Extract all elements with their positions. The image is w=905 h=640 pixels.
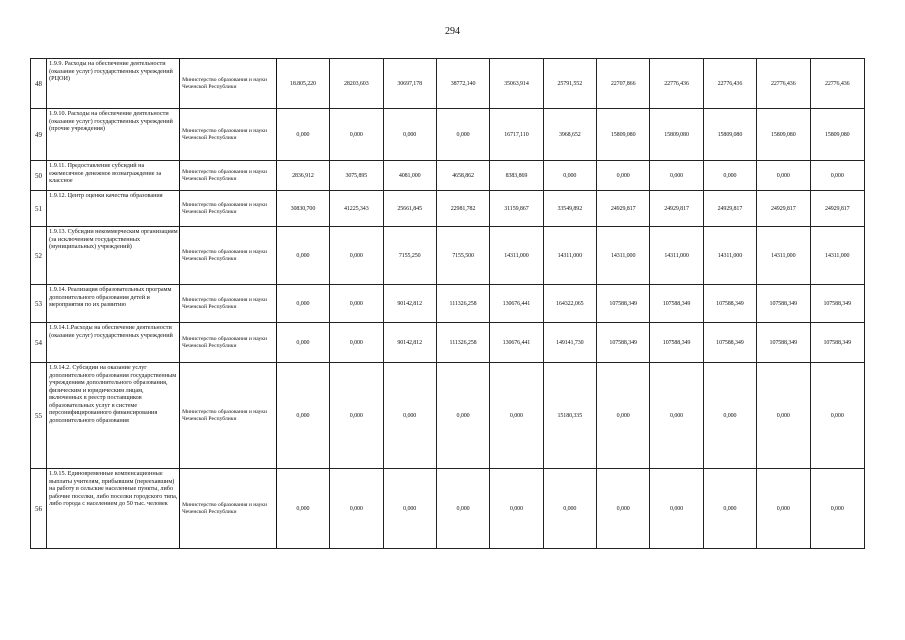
amount-cell: 4081,000 — [383, 161, 436, 191]
amount-cell: 107588,349 — [597, 323, 650, 363]
amount-cell: 90142,812 — [383, 285, 436, 323]
amount-cell: 3075,895 — [330, 161, 383, 191]
table-row — [31, 323, 865, 363]
amount-cell: 0,000 — [276, 363, 329, 469]
amount-cell: 22776,436 — [810, 59, 865, 109]
amount-cell: 107588,349 — [810, 285, 865, 323]
amount-cell: 30830,700 — [276, 191, 329, 227]
amount-cell: 111326,258 — [436, 285, 489, 323]
amount-cell: 0,000 — [383, 469, 436, 549]
amount-cell: 7155,250 — [383, 227, 436, 285]
amount-cell: 0,000 — [330, 109, 383, 161]
amount-cell: 22776,436 — [650, 59, 703, 109]
amount-cell: 2836,912 — [276, 161, 329, 191]
amount-cell: 7155,500 — [436, 227, 489, 285]
measure-name: 1.9.11. Предоставление субсидий на ежемесячное денежное вознаграждение за классное — [47, 161, 180, 191]
amount-cell: 41225,343 — [330, 191, 383, 227]
amount-cell: 0,000 — [276, 323, 329, 363]
amount-cell: 14311,000 — [650, 227, 703, 285]
amount-cell: 149141,730 — [543, 323, 596, 363]
table-row — [31, 285, 865, 323]
amount-cell: 107588,349 — [650, 285, 703, 323]
table-row — [31, 161, 865, 191]
executor: Министерство образования и науки Чеченской Республики — [180, 109, 277, 161]
amount-cell: 0,000 — [330, 285, 383, 323]
amount-cell: 0,000 — [650, 161, 703, 191]
amount-cell: 25791,552 — [543, 59, 596, 109]
amount-cell: 0,000 — [276, 285, 329, 323]
amount-cell: 164322,065 — [543, 285, 596, 323]
amount-cell: 0,000 — [650, 363, 703, 469]
amount-cell: 0,000 — [330, 323, 383, 363]
amount-cell: 0,000 — [330, 363, 383, 469]
executor: Министерство образования и науки Чеченской Республики — [180, 161, 277, 191]
table-row — [31, 469, 865, 549]
amount-cell: 0,000 — [436, 469, 489, 549]
row-number: 51 — [31, 191, 47, 227]
amount-cell: 38772,140 — [436, 59, 489, 109]
executor: Министерство образования и науки Чеченской Республики — [180, 285, 277, 323]
row-number: 48 — [31, 59, 47, 109]
amount-cell: 0,000 — [543, 161, 596, 191]
amount-cell: 0,000 — [703, 363, 756, 469]
amount-cell: 24929,817 — [650, 191, 703, 227]
row-number: 53 — [31, 285, 47, 323]
amount-cell: 22776,436 — [703, 59, 756, 109]
row-number: 54 — [31, 323, 47, 363]
measure-name: 1.9.14.1.Расходы на обеспечение деятельности (оказание услуг) государственных учреждений — [47, 323, 180, 363]
amount-cell: 14311,000 — [597, 227, 650, 285]
amount-cell: 0,000 — [650, 469, 703, 549]
amount-cell: 18.805,220 — [276, 59, 329, 109]
amount-cell: 14311,000 — [703, 227, 756, 285]
executor: Министерство образования и науки Чеченской Республики — [180, 469, 277, 549]
table-row — [31, 59, 865, 109]
amount-cell: 0,000 — [330, 227, 383, 285]
executor: Министерство образования и науки Чеченской Республики — [180, 323, 277, 363]
amount-cell: 107588,349 — [810, 323, 865, 363]
amount-cell: 14311,000 — [543, 227, 596, 285]
amount-cell: 0,000 — [276, 227, 329, 285]
table-row — [31, 227, 865, 285]
amount-cell: 107588,349 — [597, 285, 650, 323]
amount-cell: 0,000 — [330, 469, 383, 549]
amount-cell: 0,000 — [757, 161, 810, 191]
amount-cell: 15809,080 — [810, 109, 865, 161]
amount-cell: 111326,258 — [436, 323, 489, 363]
amount-cell: 35063,914 — [490, 59, 543, 109]
amount-cell: 0,000 — [810, 363, 865, 469]
amount-cell: 14311,000 — [490, 227, 543, 285]
amount-cell: 107588,349 — [703, 323, 756, 363]
amount-cell: 107588,349 — [757, 285, 810, 323]
amount-cell: 24929,817 — [810, 191, 865, 227]
amount-cell: 15809,080 — [597, 109, 650, 161]
amount-cell: 0,000 — [810, 161, 865, 191]
amount-cell: 0,000 — [703, 469, 756, 549]
amount-cell: 0,000 — [490, 363, 543, 469]
amount-cell: 0,000 — [383, 363, 436, 469]
row-number: 55 — [31, 363, 47, 469]
amount-cell: 28203,603 — [330, 59, 383, 109]
amount-cell: 24929,817 — [597, 191, 650, 227]
amount-cell: 25661,845 — [383, 191, 436, 227]
measure-name: 1.9.10. Расходы на обеспечение деятельности (оказание услуг) государственных учреждений (прочие учреждения) — [47, 109, 180, 161]
amount-cell: 15809,080 — [757, 109, 810, 161]
amount-cell: 0,000 — [276, 109, 329, 161]
page-number: 294 — [445, 26, 460, 37]
executor: Министерство образования и науки Чеченской Республики — [180, 363, 277, 469]
amount-cell: 22707,866 — [597, 59, 650, 109]
amount-cell: 15180,335 — [543, 363, 596, 469]
amount-cell: 0,000 — [597, 161, 650, 191]
amount-cell: 0,000 — [436, 109, 489, 161]
amount-cell: 90142,812 — [383, 323, 436, 363]
amount-cell: 130676,441 — [490, 323, 543, 363]
amount-cell: 15809,080 — [703, 109, 756, 161]
amount-cell: 8383,869 — [490, 161, 543, 191]
amount-cell: 0,000 — [490, 469, 543, 549]
budget-table — [30, 58, 865, 549]
row-number: 52 — [31, 227, 47, 285]
amount-cell: 0,000 — [597, 363, 650, 469]
amount-cell: 24929,817 — [703, 191, 756, 227]
amount-cell: 0,000 — [810, 469, 865, 549]
executor: Министерство образования и науки Чеченской Республики — [180, 227, 277, 285]
amount-cell: 22981,782 — [436, 191, 489, 227]
table-row — [31, 109, 865, 161]
amount-cell: 0,000 — [543, 469, 596, 549]
row-number: 56 — [31, 469, 47, 549]
table-row — [31, 363, 865, 469]
amount-cell: 22776,436 — [757, 59, 810, 109]
measure-name: 1.9.9. Расходы на обеспечение деятельности (оказание услуг) государственных учреждений (РЦОИ) — [47, 59, 180, 109]
table-row — [31, 191, 865, 227]
amount-cell: 30697,178 — [383, 59, 436, 109]
amount-cell: 15809,080 — [650, 109, 703, 161]
measure-name: 1.9.12. Центр оценки качества образования — [47, 191, 180, 227]
executor: Министерство образования и науки Чеченской Республики — [180, 59, 277, 109]
measure-name: 1.9.14. Реализация образовательных программ дополнительного образования детей и мероприятия по их развитию — [47, 285, 180, 323]
amount-cell: 0,000 — [383, 109, 436, 161]
row-number: 50 — [31, 161, 47, 191]
amount-cell: 14311,000 — [757, 227, 810, 285]
amount-cell: 31159,867 — [490, 191, 543, 227]
amount-cell: 4658,862 — [436, 161, 489, 191]
amount-cell: 3968,652 — [543, 109, 596, 161]
amount-cell: 33549,892 — [543, 191, 596, 227]
amount-cell: 107588,349 — [650, 323, 703, 363]
amount-cell: 0,000 — [436, 363, 489, 469]
measure-name: 1.9.14.2. Субсидии на оказание услуг дополнительного образования государственным учреждениям дополнительного образования, физическим и юридическим лицам, включенных в реестр поставщиков образовательных услуг в системе персонифицированного финансирования дополнительного образования — [47, 363, 180, 469]
amount-cell: 24929,817 — [757, 191, 810, 227]
amount-cell: 0,000 — [757, 469, 810, 549]
row-number: 49 — [31, 109, 47, 161]
amount-cell: 0,000 — [597, 469, 650, 549]
amount-cell: 0,000 — [757, 363, 810, 469]
amount-cell: 107588,349 — [757, 323, 810, 363]
amount-cell: 0,000 — [276, 469, 329, 549]
executor: Министерство образования и науки Чеченской Республики — [180, 191, 277, 227]
amount-cell: 130676,441 — [490, 285, 543, 323]
measure-name: 1.9.15. Единовременные компенсационные выплаты учителям, прибывшим (переехавшим) на работу в сельские населенные пункты, либо рабочие поселки, либо поселки городского типа, либо города с населением до 50 тыс. человек — [47, 469, 180, 549]
measure-name: 1.9.13. Субсидии некоммерческим организациям (за исключением государственных (муниципальных) учреждений) — [47, 227, 180, 285]
amount-cell: 107588,349 — [703, 285, 756, 323]
amount-cell: 0,000 — [703, 161, 756, 191]
amount-cell: 14311,000 — [810, 227, 865, 285]
amount-cell: 16717,110 — [490, 109, 543, 161]
